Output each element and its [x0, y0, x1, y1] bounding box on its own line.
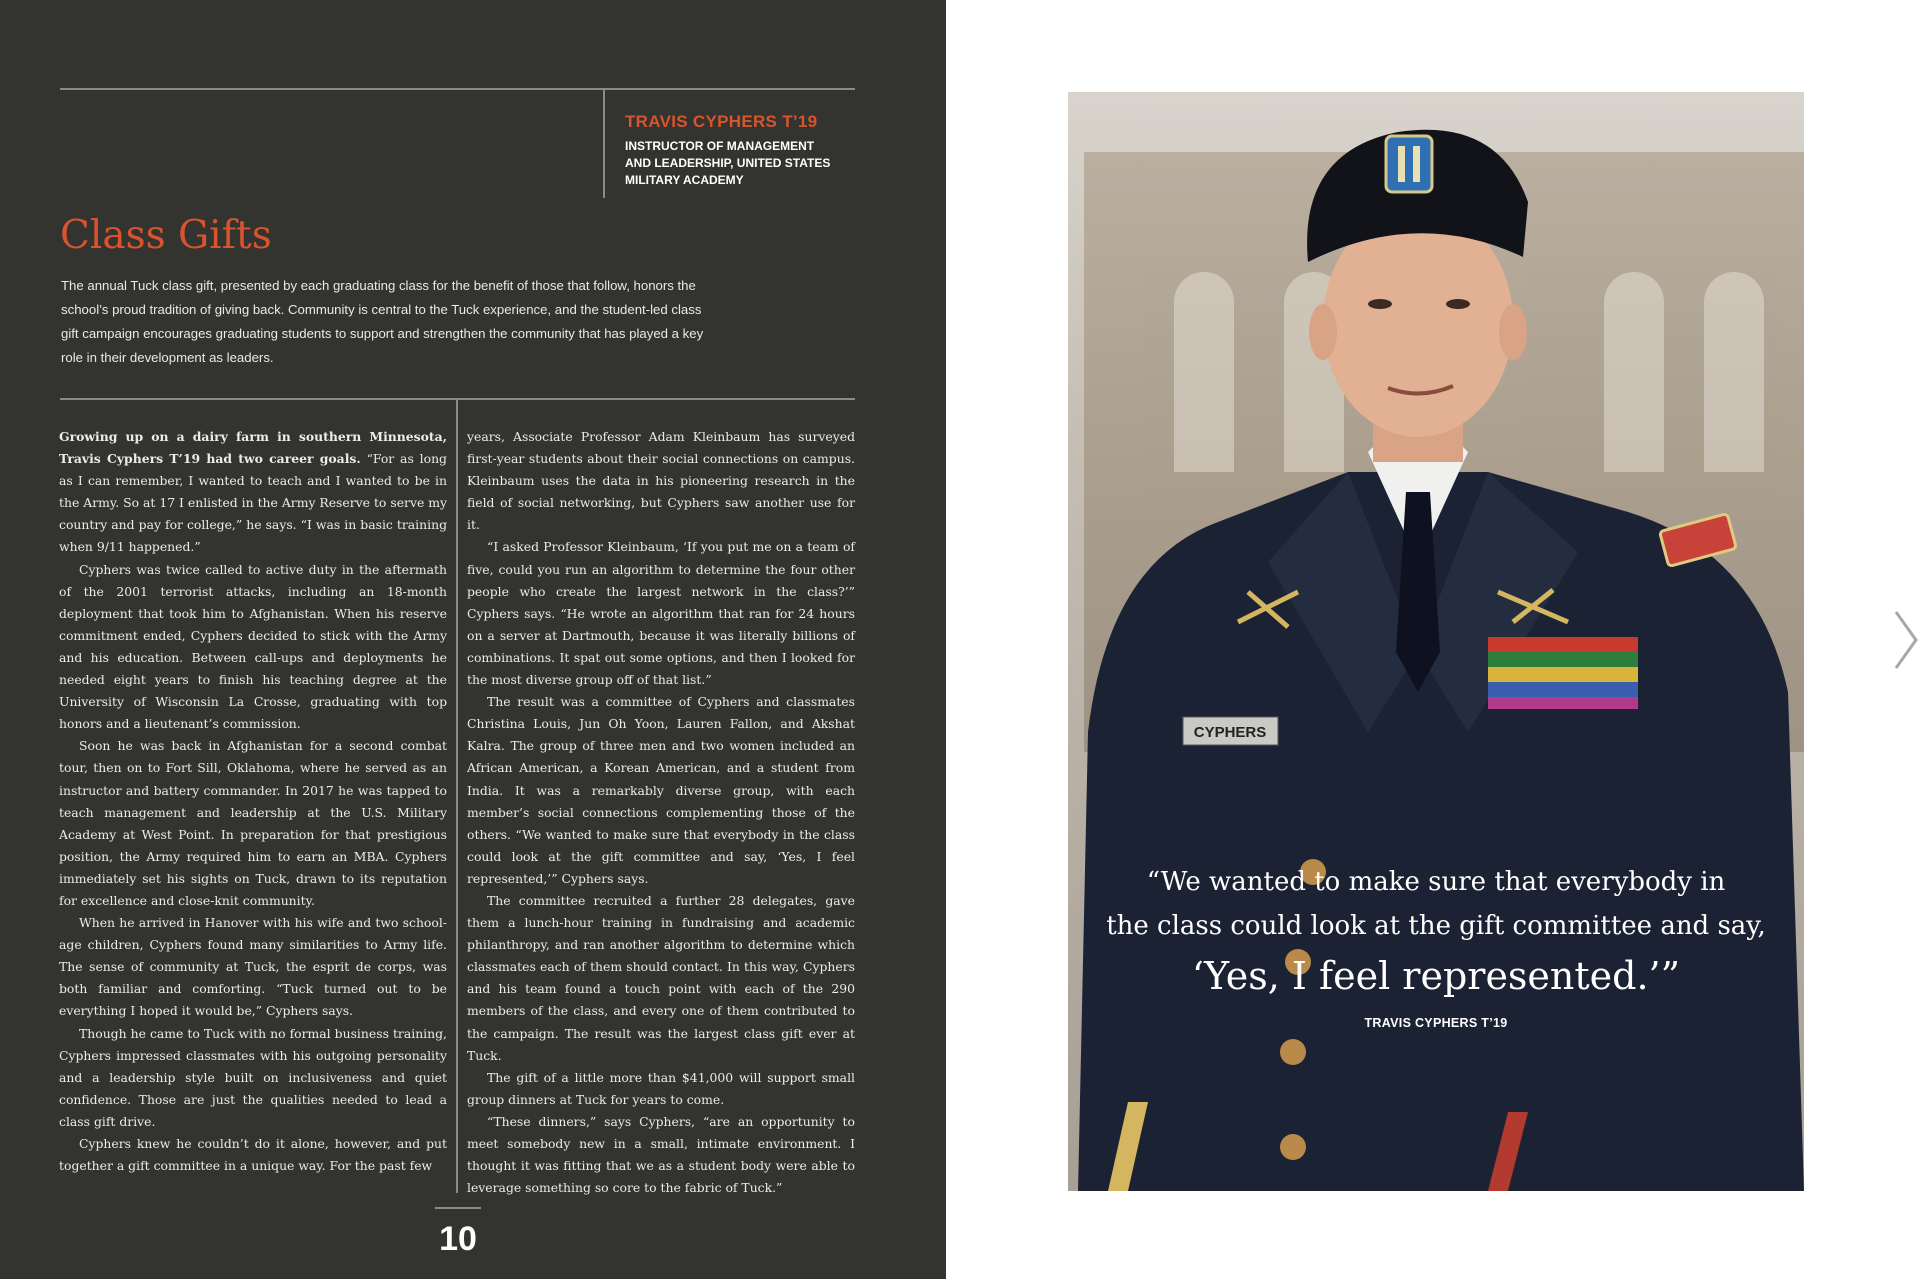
ear-right — [1499, 304, 1527, 360]
byline-title-line: AND LEADERSHIP, UNITED STATES — [625, 156, 831, 170]
uniform-button — [1280, 1134, 1306, 1160]
article-paragraph — [59, 426, 447, 559]
left-page — [0, 0, 946, 1279]
article-paragraph: Cyphers was twice called to active duty in the aftermath of the 2001 terrorist attacks, including an 18-month deployment that took him to Afghanistan. When his reserve commitment ended, Cyphers decided to stick with the Army and his education. Between call-ups and deployments he needed eight years to finish his teaching degree at the University of Wisconsin La Crosse, graduating with top honors and a lieutenant’s commission. — [59, 561, 447, 732]
article-text: “For as long as I can remember, I wanted to teach and I wanted to be in the Army. So at 17 I enlisted in the Army Reserve to serve my country and pay for college,” he says. “I was in basic training when 9/11 happened.” — [59, 451, 447, 555]
quote-line-emphasis: ‘Yes, I feel represented.’” — [1191, 954, 1681, 998]
article-paragraph: The result was a committee of Cyphers and classmates Christina Louis, Jun Oh Yoon, Lauren Fallon, and Akshat Kalra. The group of three men and two women included an African American, a Korean American, and a student from India. It was a remarkably diverse group, with each member’s social connections complementing those of the others. “We wanted to make sure that everybody in the class could look at the gift committee and say, ‘Yes, I feel represented,’” Cyphers says. — [467, 694, 855, 886]
quote-line: “We wanted to make sure that everybody in — [1146, 867, 1726, 897]
article-column-right — [467, 426, 855, 1199]
article-paragraph: Cyphers knew he couldn’t do it alone, however, and put together a gift committee in a unique way. For the past few — [59, 1136, 447, 1174]
article-paragraph: years, Associate Professor Adam Kleinbaum has surveyed first-year students about their social connections on campus. Kleinbaum uses the data in his pioneering research in the field of social networking, but Cyphers saw another use for it. — [467, 429, 855, 533]
eye-right — [1446, 299, 1470, 309]
quote-attribution: TRAVIS CYPHERS T’19 — [1364, 1016, 1508, 1030]
ribbon-rack — [1488, 637, 1638, 709]
column-divider — [456, 400, 458, 1193]
quote-line: the class could look at the gift committee and say, — [1106, 911, 1766, 941]
article-paragraph: Though he came to Tuck with no formal business training, Cyphers impressed classmates with his outgoing personality and a leadership style built on inclusiveness and quiet confidence. Those are just the qualities needed to lead a class gift drive. — [59, 1025, 447, 1129]
byline-title — [625, 138, 855, 189]
page-number-rule — [435, 1207, 481, 1209]
article-paragraph: Soon he was back in Afghanistan for a second combat tour, then on to Fort Sill, Oklahoma, where he served as an instructor and battery commander. In 2017 he was tapped to teach management and leadership at the U.S. Military Academy at West Point. In preparation for that prestigious position, the Army required him to earn an MBA. Cyphers immediately set his sights on Tuck, drawn to its reputation for excellence and close-knit community. — [59, 738, 447, 908]
eye-left — [1368, 299, 1392, 309]
top-rule — [60, 88, 855, 90]
beret-insignia-bar — [1398, 146, 1405, 182]
uniform — [1078, 472, 1804, 1191]
pull-quote — [1068, 860, 1804, 1030]
page-number: 10 — [439, 1220, 477, 1258]
article-column-left — [59, 426, 447, 1177]
beret-insignia-bar — [1413, 146, 1420, 182]
article-paragraph: “These dinners,” says Cyphers, “are an opportunity to meet somebody new in a small, intimate environment. I thought it was fitting that we as a student body were able to leverage something so core to the fabric of Tuck.” — [467, 1113, 855, 1196]
article-paragraph: “I asked Professor Kleinbaum, ‘If you put me on a team of five, could you run an algorithm to determine the four other people who create the largest network in the class?’” Cyphers says. “He wrote an algorithm that ran for 24 hours on a server at Dartmouth, because it was literally billions of combinations. It spat out some options, and then I looked for the most diverse group off of that list.” — [467, 539, 855, 688]
next-page-arrow-icon[interactable] — [1892, 608, 1920, 672]
byline-title-line: INSTRUCTOR OF MANAGEMENT — [625, 139, 815, 153]
name-tag-text: CYPHERS — [1193, 724, 1267, 741]
ear-left — [1309, 304, 1337, 360]
byline — [625, 112, 855, 189]
lead-in: Growing up on a dairy farm in southern Minnesota, Travis Cyphers T’19 had two career goals. — [59, 429, 447, 467]
byline-title-line: MILITARY ACADEMY — [625, 173, 744, 187]
article-paragraph: The gift of a little more than $41,000 will support small group dinners at Tuck for years to come. — [467, 1069, 855, 1107]
rank-insignia — [1660, 514, 1737, 567]
intro-paragraph: The annual Tuck class gift, presented by each graduating class for the benefit of those that follow, honors the school’s proud tradition of giving back. Community is central to the Tuck experience, and the student-led class gift campaign encourages graduating students to support and strengthen the community that has played a key role in their development as leaders. — [61, 278, 704, 365]
beret-flash — [1386, 136, 1432, 192]
article-paragraph: The committee recruited a further 28 delegates, gave them a lunch-hour training in fundraising and academic philanthropy, and ran another algorithm to determine which classmates each of them should contact. In this way, Cyphers and his team found a touch point with each of the 290 members of the class, and every one of them contributed to the campaign. The result was the largest class gift ever at Tuck. — [467, 892, 855, 1063]
article-paragraph: When he arrived in Hanover with his wife and two school-age children, Cyphers found many similarities to Army life. The sense of community at Tuck, the esprit de corps, was both familiar and comforting. “Tuck turned out to be everything I hoped it would be,” Cyphers says. — [59, 915, 447, 1019]
page-title: Class Gifts — [60, 213, 272, 258]
uniform-button — [1280, 1039, 1306, 1065]
header-divider — [603, 88, 605, 198]
byline-name: TRAVIS CYPHERS T’19 — [625, 112, 818, 131]
